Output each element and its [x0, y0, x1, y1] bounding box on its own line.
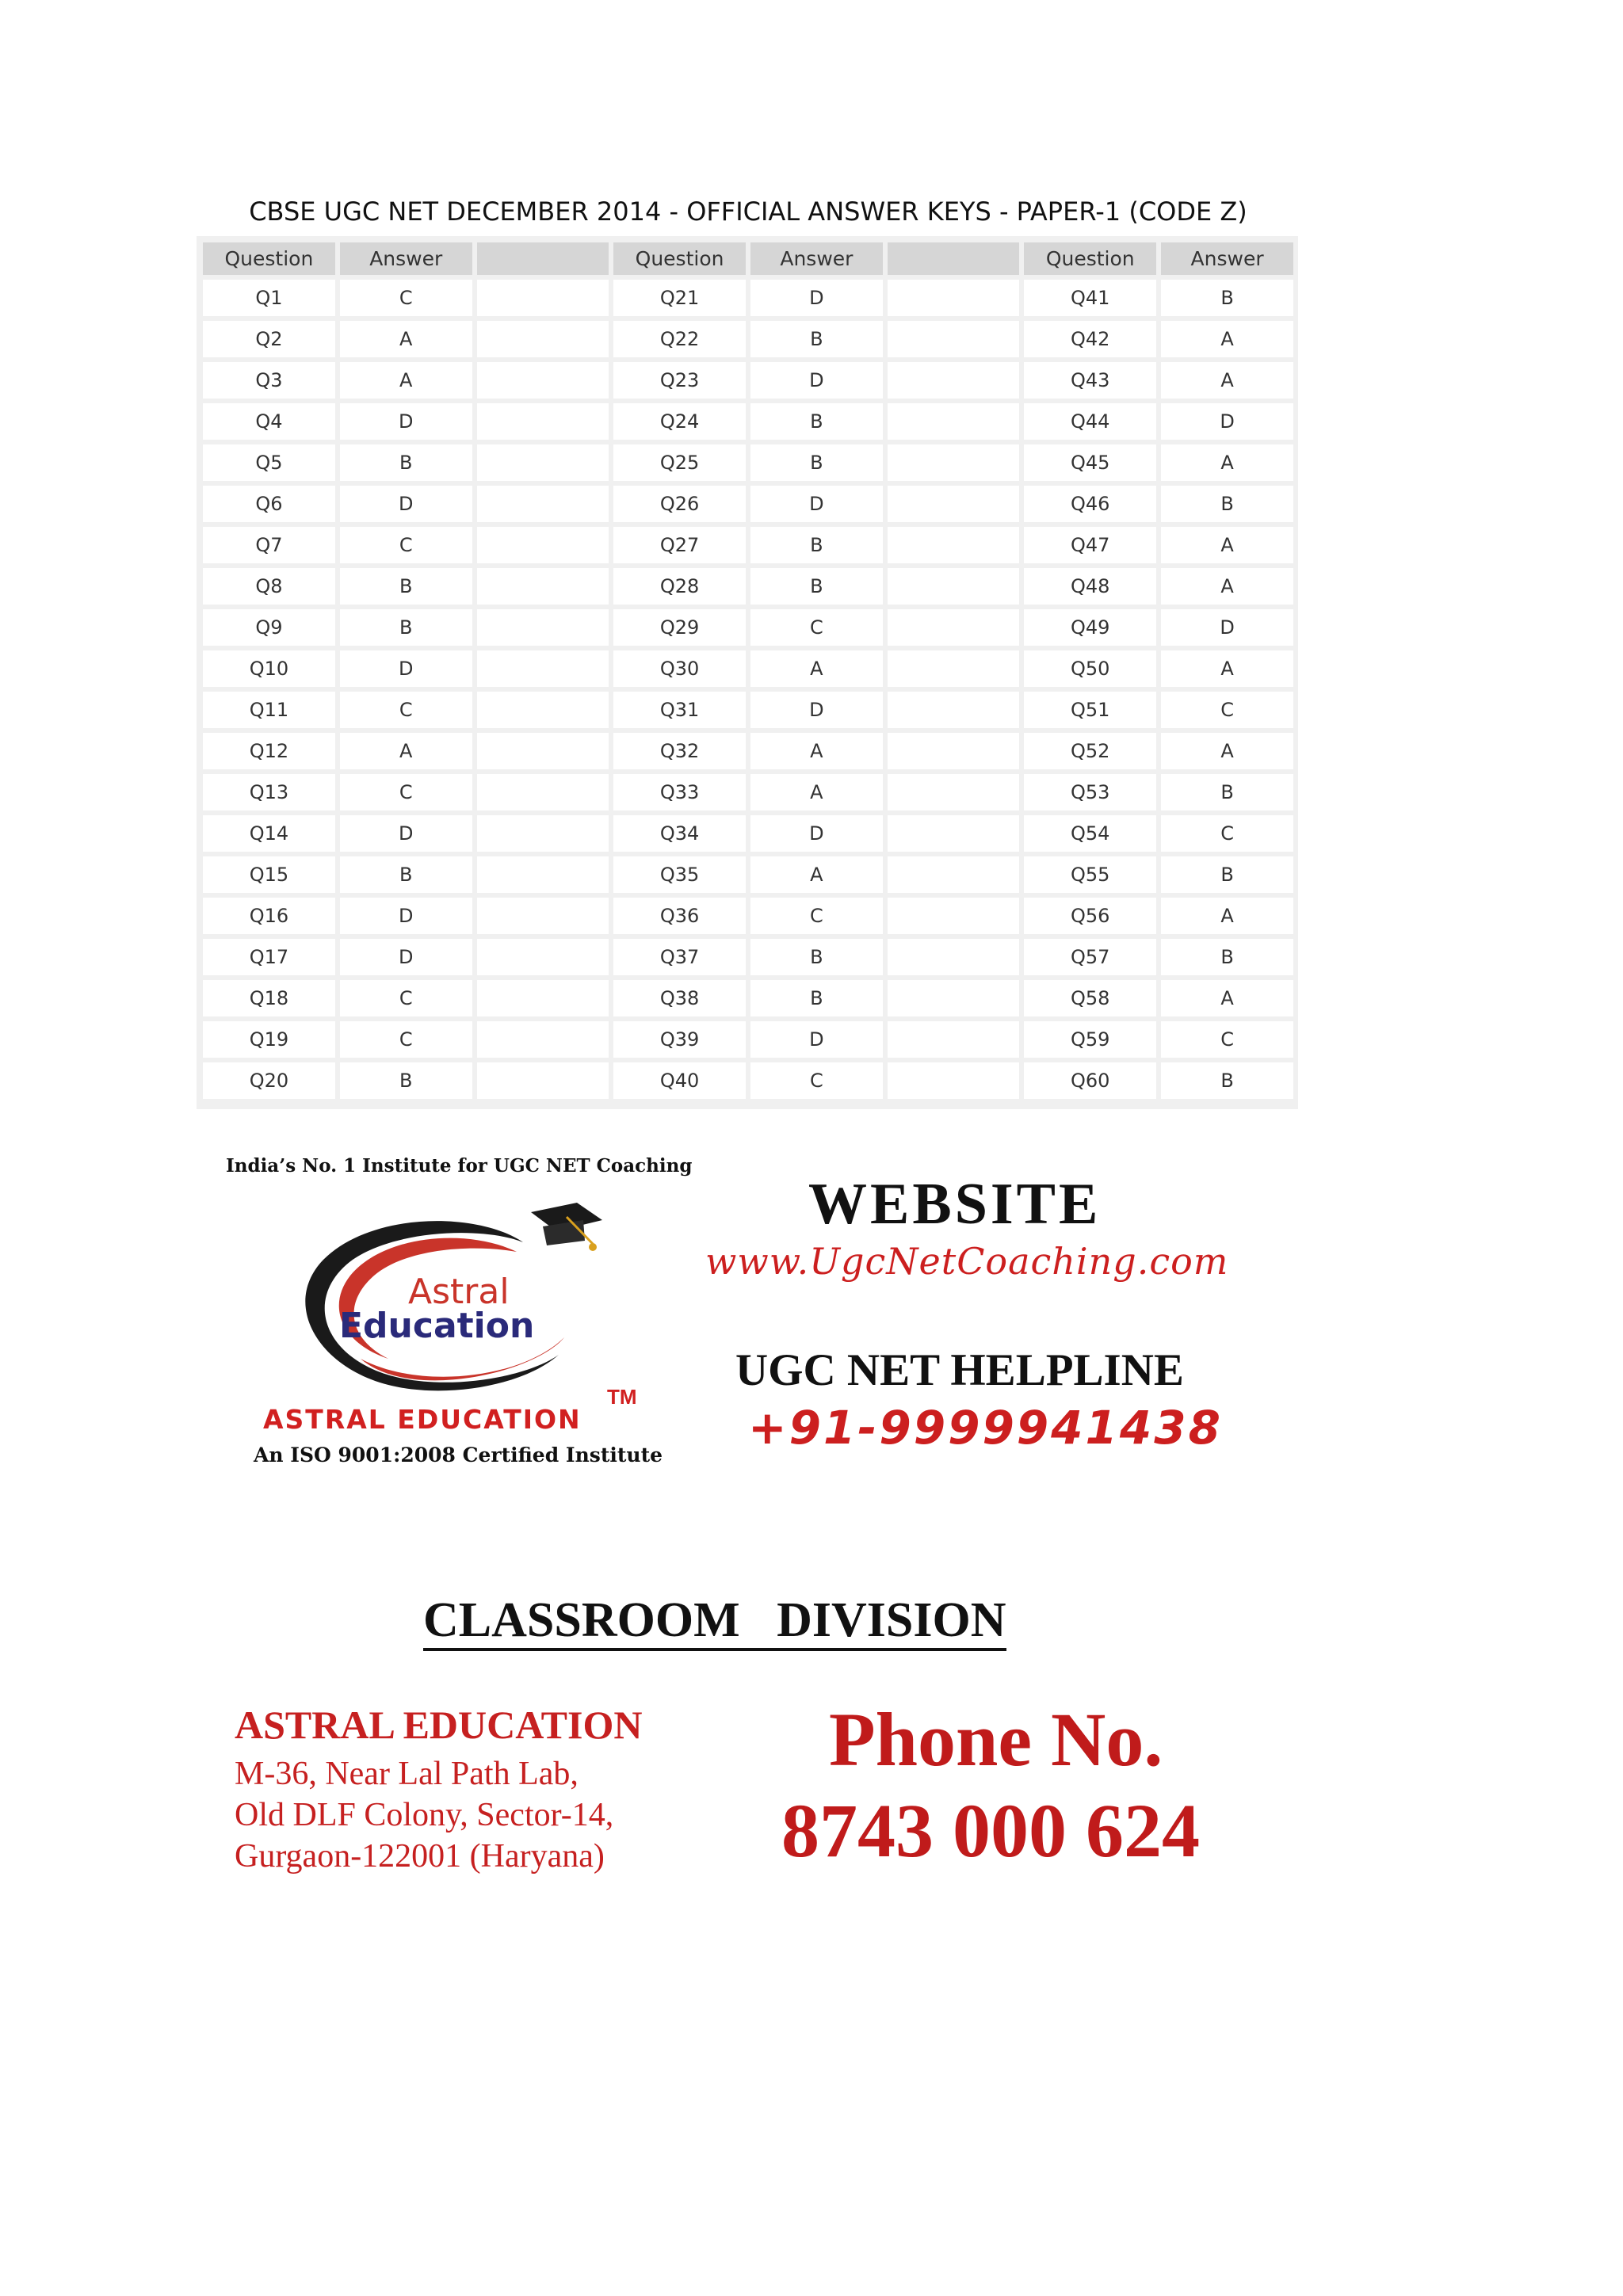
answer-cell: A [1161, 898, 1293, 934]
astral-education-logo [285, 1196, 618, 1410]
answer-cell: B [1161, 280, 1293, 316]
address-line: Gurgaon-122001 (Haryana) [235, 1838, 605, 1875]
question-cell: Q11 [203, 692, 335, 728]
spacer-cell [888, 980, 1020, 1016]
table-row [203, 486, 1293, 522]
answer-cell: D [1161, 403, 1293, 440]
question-cell: Q10 [203, 650, 335, 687]
answer-cell: A [1161, 733, 1293, 769]
question-cell: Q20 [203, 1062, 335, 1099]
question-cell: Q16 [203, 898, 335, 934]
table-row [203, 815, 1293, 852]
question-cell: Q19 [203, 1021, 335, 1058]
question-cell: Q41 [1024, 280, 1156, 316]
phone-number: 8743 000 624 [781, 1788, 1200, 1873]
question-cell: Q28 [613, 568, 746, 605]
table-row [203, 362, 1293, 399]
question-cell: Q45 [1024, 444, 1156, 481]
spacer-cell [477, 856, 609, 893]
question-cell: Q5 [203, 444, 335, 481]
question-cell: Q36 [613, 898, 746, 934]
question-cell: Q43 [1024, 362, 1156, 399]
answer-cell: B [750, 527, 883, 563]
table-body [203, 280, 1293, 1099]
spacer-cell [888, 650, 1020, 687]
question-cell: Q30 [613, 650, 746, 687]
question-cell: Q8 [203, 568, 335, 605]
answer-cell: A [1161, 527, 1293, 563]
answer-cell: C [340, 280, 472, 316]
question-cell: Q34 [613, 815, 746, 852]
question-cell: Q7 [203, 527, 335, 563]
spacer-cell [888, 444, 1020, 481]
answer-cell: D [750, 280, 883, 316]
question-cell: Q56 [1024, 898, 1156, 934]
answer-cell: B [750, 980, 883, 1016]
answer-cell: D [340, 650, 472, 687]
answer-cell: A [750, 774, 883, 810]
question-cell: Q12 [203, 733, 335, 769]
question-cell: Q22 [613, 321, 746, 357]
question-cell: Q24 [613, 403, 746, 440]
helpline-number: +91-9999941438 [748, 1401, 1223, 1455]
question-cell: Q57 [1024, 939, 1156, 975]
table-row [203, 280, 1293, 316]
brand-name: ASTRAL EDUCATION [263, 1404, 582, 1435]
question-cell: Q13 [203, 774, 335, 810]
answer-cell: B [750, 939, 883, 975]
institute-tagline: India’s No. 1 Institute for UGC NET Coaching [226, 1155, 693, 1177]
spacer-cell [477, 1021, 609, 1058]
question-cell: Q55 [1024, 856, 1156, 893]
question-cell: Q50 [1024, 650, 1156, 687]
question-cell: Q1 [203, 280, 335, 316]
question-cell: Q49 [1024, 609, 1156, 646]
spacer-cell [477, 733, 609, 769]
question-cell: Q42 [1024, 321, 1156, 357]
table-row [203, 403, 1293, 440]
spacer-cell [888, 568, 1020, 605]
spacer-cell [477, 939, 609, 975]
table-row [203, 1021, 1293, 1058]
answer-cell: D [1161, 609, 1293, 646]
table-row [203, 1062, 1293, 1099]
table-row [203, 650, 1293, 687]
question-cell: Q35 [613, 856, 746, 893]
spacer-cell [477, 898, 609, 934]
classroom-division-heading: CLASSROOM DIVISION [423, 1592, 1006, 1651]
answer-cell: D [750, 362, 883, 399]
answer-cell: D [340, 403, 472, 440]
question-cell: Q51 [1024, 692, 1156, 728]
question-cell: Q37 [613, 939, 746, 975]
table-header-question: Question [203, 242, 335, 275]
certification-text: An ISO 9001:2008 Certified Institute [254, 1444, 663, 1466]
document-title: CBSE UGC NET DECEMBER 2014 - OFFICIAL ANSWER KEYS - PAPER-1 (CODE Z) [249, 196, 1247, 227]
question-cell: Q4 [203, 403, 335, 440]
answer-cell: C [750, 898, 883, 934]
answer-cell: B [750, 568, 883, 605]
table-row [203, 321, 1293, 357]
spacer-cell [888, 939, 1020, 975]
answer-cell: D [750, 486, 883, 522]
table-row [203, 527, 1293, 563]
spacer-cell [888, 856, 1020, 893]
question-cell: Q9 [203, 609, 335, 646]
answer-cell: B [1161, 1062, 1293, 1099]
spacer-cell [477, 362, 609, 399]
answer-cell: A [1161, 321, 1293, 357]
logo-text-education: Education [339, 1306, 535, 1346]
spacer-cell [888, 321, 1020, 357]
table-row [203, 939, 1293, 975]
spacer-cell [477, 486, 609, 522]
answer-cell: D [750, 1021, 883, 1058]
question-cell: Q46 [1024, 486, 1156, 522]
spacer-cell [477, 650, 609, 687]
question-cell: Q47 [1024, 527, 1156, 563]
answer-cell: B [1161, 486, 1293, 522]
table-header-question: Question [1024, 242, 1156, 275]
question-cell: Q44 [1024, 403, 1156, 440]
answer-cell: A [1161, 650, 1293, 687]
spacer-cell [888, 527, 1020, 563]
address-line: Old DLF Colony, Sector-14, [235, 1797, 614, 1833]
table-row [203, 568, 1293, 605]
table-row [203, 733, 1293, 769]
phone-label: Phone No. [829, 1697, 1163, 1782]
question-cell: Q29 [613, 609, 746, 646]
table-header-answer: Answer [1161, 242, 1293, 275]
question-cell: Q18 [203, 980, 335, 1016]
spacer-cell [888, 609, 1020, 646]
table-header-answer: Answer [340, 242, 472, 275]
answer-cell: B [750, 321, 883, 357]
question-cell: Q14 [203, 815, 335, 852]
answer-cell: A [750, 733, 883, 769]
spacer-cell [888, 733, 1020, 769]
answer-cell: C [340, 1021, 472, 1058]
spacer-cell [888, 403, 1020, 440]
question-cell: Q39 [613, 1021, 746, 1058]
table-header-spacer [888, 242, 1020, 275]
answer-cell: A [1161, 568, 1293, 605]
answer-cell: A [340, 733, 472, 769]
answer-cell: D [750, 692, 883, 728]
answer-cell: A [1161, 362, 1293, 399]
spacer-cell [888, 898, 1020, 934]
spacer-cell [888, 1021, 1020, 1058]
question-cell: Q31 [613, 692, 746, 728]
website-heading: WEBSITE [808, 1172, 1102, 1237]
answer-cell: B [1161, 774, 1293, 810]
spacer-cell [477, 980, 609, 1016]
spacer-cell [477, 774, 609, 810]
answer-cell: B [1161, 856, 1293, 893]
table-header-row [203, 242, 1293, 275]
table-header-spacer [477, 242, 609, 275]
question-cell: Q40 [613, 1062, 746, 1099]
answer-cell: D [340, 939, 472, 975]
table-row [203, 444, 1293, 481]
spacer-cell [477, 568, 609, 605]
question-cell: Q3 [203, 362, 335, 399]
question-cell: Q21 [613, 280, 746, 316]
answer-key-table-container [197, 236, 1298, 1109]
spacer-cell [477, 1062, 609, 1099]
answer-cell: A [750, 856, 883, 893]
spacer-cell [477, 609, 609, 646]
answer-cell: B [750, 403, 883, 440]
answer-cell: B [1161, 939, 1293, 975]
question-cell: Q17 [203, 939, 335, 975]
helpline-heading: UGC NET HELPLINE [735, 1345, 1184, 1395]
address-institute-name: ASTRAL EDUCATION [235, 1703, 643, 1747]
table-row [203, 774, 1293, 810]
question-cell: Q2 [203, 321, 335, 357]
answer-cell: C [340, 774, 472, 810]
question-cell: Q52 [1024, 733, 1156, 769]
table-row [203, 856, 1293, 893]
question-cell: Q53 [1024, 774, 1156, 810]
question-cell: Q15 [203, 856, 335, 893]
trademark-mark: TM [607, 1385, 637, 1409]
answer-cell: A [1161, 980, 1293, 1016]
answer-cell: C [340, 980, 472, 1016]
question-cell: Q27 [613, 527, 746, 563]
answer-cell: B [340, 444, 472, 481]
graduation-cap-icon [531, 1203, 602, 1251]
spacer-cell [477, 527, 609, 563]
question-cell: Q32 [613, 733, 746, 769]
question-cell: Q25 [613, 444, 746, 481]
table-header-answer: Answer [750, 242, 883, 275]
answer-cell: C [340, 692, 472, 728]
answer-cell: B [340, 1062, 472, 1099]
answer-cell: B [750, 444, 883, 481]
question-cell: Q38 [613, 980, 746, 1016]
spacer-cell [477, 321, 609, 357]
spacer-cell [888, 774, 1020, 810]
table-row [203, 692, 1293, 728]
spacer-cell [888, 280, 1020, 316]
answer-key-table [198, 238, 1298, 1104]
spacer-cell [477, 692, 609, 728]
answer-cell: C [1161, 815, 1293, 852]
question-cell: Q48 [1024, 568, 1156, 605]
answer-cell: D [750, 815, 883, 852]
answer-cell: C [750, 609, 883, 646]
answer-cell: A [750, 650, 883, 687]
answer-cell: B [340, 568, 472, 605]
spacer-cell [888, 815, 1020, 852]
answer-cell: C [340, 527, 472, 563]
spacer-cell [888, 1062, 1020, 1099]
answer-cell: D [340, 898, 472, 934]
spacer-cell [477, 444, 609, 481]
question-cell: Q23 [613, 362, 746, 399]
answer-cell: C [750, 1062, 883, 1099]
spacer-cell [888, 362, 1020, 399]
question-cell: Q58 [1024, 980, 1156, 1016]
question-cell: Q33 [613, 774, 746, 810]
answer-cell: C [1161, 692, 1293, 728]
address-line: M-36, Near Lal Path Lab, [235, 1756, 579, 1792]
table-row [203, 609, 1293, 646]
question-cell: Q60 [1024, 1062, 1156, 1099]
question-cell: Q59 [1024, 1021, 1156, 1058]
spacer-cell [477, 403, 609, 440]
answer-cell: A [340, 321, 472, 357]
answer-cell: A [1161, 444, 1293, 481]
question-cell: Q6 [203, 486, 335, 522]
spacer-cell [888, 692, 1020, 728]
question-cell: Q26 [613, 486, 746, 522]
answer-cell: C [1161, 1021, 1293, 1058]
spacer-cell [888, 486, 1020, 522]
answer-cell: D [340, 815, 472, 852]
spacer-cell [477, 280, 609, 316]
answer-cell: B [340, 609, 472, 646]
table-row [203, 980, 1293, 1016]
answer-cell: B [340, 856, 472, 893]
answer-cell: D [340, 486, 472, 522]
table-row [203, 898, 1293, 934]
answer-cell: A [340, 362, 472, 399]
spacer-cell [477, 815, 609, 852]
question-cell: Q54 [1024, 815, 1156, 852]
logo-text-astral: Astral [408, 1272, 510, 1312]
table-header-question: Question [613, 242, 746, 275]
website-url-link[interactable]: www.UgcNetCoaching.com [705, 1240, 1229, 1283]
